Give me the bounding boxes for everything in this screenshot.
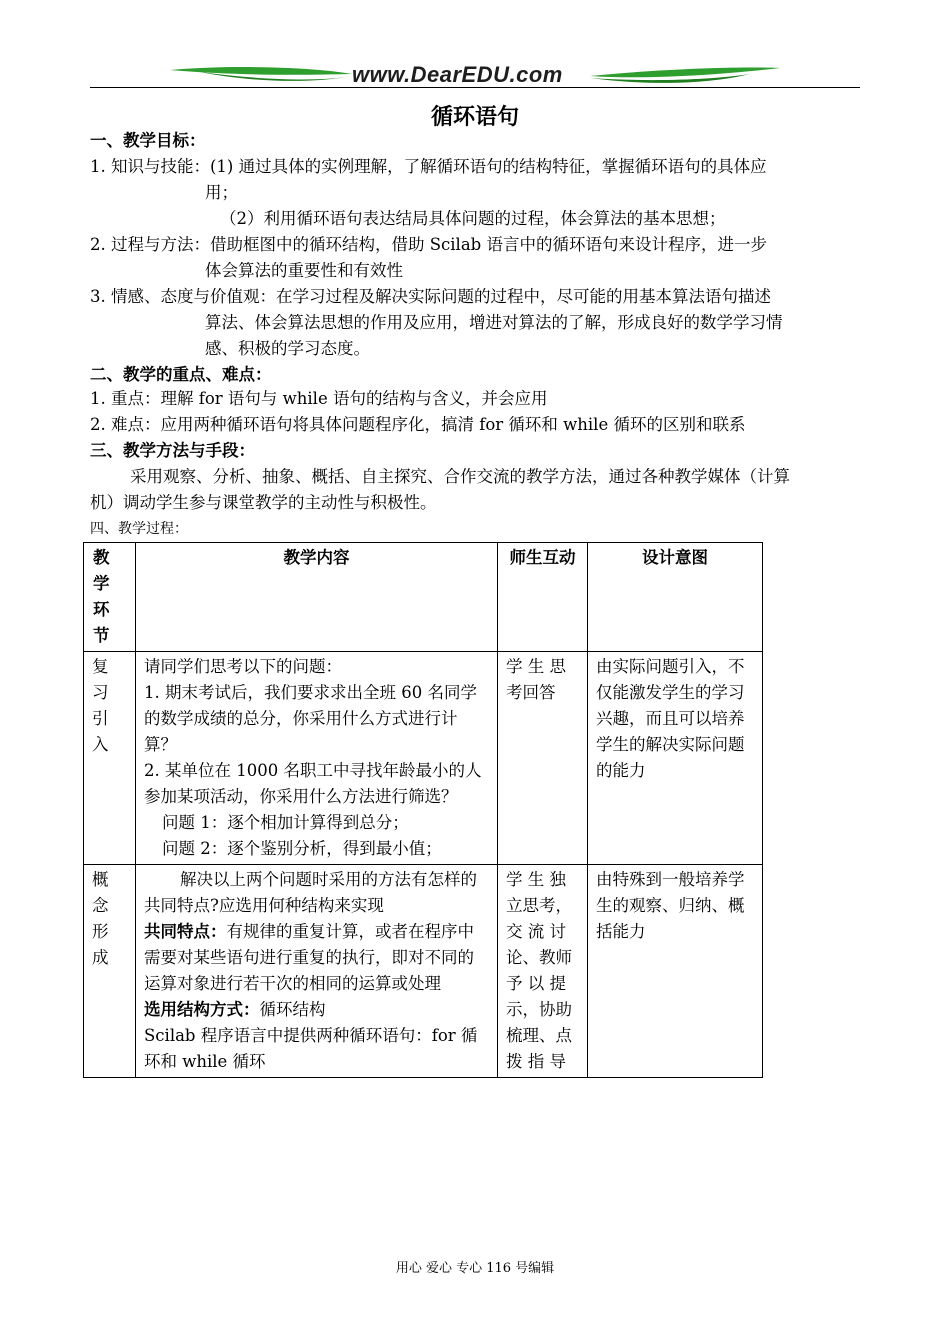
key-point: 1. 重点：理解 for 语句与 while 语句的结构与含义，并会应用 xyxy=(90,389,548,408)
table-row xyxy=(84,652,763,865)
content-line: 问题 2：逐个鉴别分析，得到最小值； xyxy=(162,839,442,858)
goal-process: 2. 过程与方法：借助框图中的循环结构，借助 Scilab 语言中的循环语句来设计程序，进一步 xyxy=(90,235,767,254)
method-line-2: 机）调动学生参与课堂教学的主动性与积极性。 xyxy=(90,493,437,512)
content-line: 解决以上两个问题时采用的方法有怎样的共同特点?应选用何种结构来实现 xyxy=(144,870,477,915)
intent-review: 由实际问题引入，不仅能激发学生的学习兴趣，而且可以培养学生的解决实际问题的能力 xyxy=(588,652,763,865)
goal-attitude: 3. 情感、态度与价值观：在学习过程及解决实际问题的过程中，尽可能的用基本算法语句描述 xyxy=(90,287,771,306)
page-footer: 用心 爱心 专心 116 号编辑 xyxy=(395,1261,555,1276)
structure-text: 循环结构 xyxy=(259,1000,326,1019)
site-logo-text: www.DearEDU.com xyxy=(352,62,563,87)
intent-concept: 由特殊到一般培养学生的观察、归纳、概括能力 xyxy=(588,865,763,1078)
method-line-1: 采用观察、分析、抽象、概括、自主探究、合作交流的教学方法，通过各种教学媒体（计算 xyxy=(130,467,790,486)
content-review xyxy=(136,652,498,865)
content-line: 问题 1：逐个相加计算得到总分； xyxy=(162,813,409,832)
content-line: Scilab 程序语言中提供两种循环语句：for 循环和 while 循环 xyxy=(144,1026,478,1071)
stage-concept: 概念形成 xyxy=(84,865,136,1078)
table-row xyxy=(84,865,763,1078)
header-rule xyxy=(90,87,860,88)
header-intent: 设计意图 xyxy=(588,543,763,652)
goal-attitude-cont1: 算法、体会算法思想的作用及应用，增进对算法的了解，形成良好的数学学习情 xyxy=(205,313,783,332)
common-feature-text: 有规律的重复计算，或者在程序中需要对某些语句进行重复的执行，即对不同的运算对象进行若干次的相同的运算或处理 xyxy=(144,922,474,993)
content-line xyxy=(144,997,489,1023)
goal-attitude-cont2: 感、积极的学习态度。 xyxy=(205,339,370,358)
goal-knowledge-2: （2）利用循环语句表达结局具体问题的过程，体会算法的基本思想； xyxy=(220,209,726,228)
interaction-concept: 学 生 独 立思考，交 流 讨 论、教师予 以 提 示，协助梳理、点 拨 指 导 xyxy=(498,865,588,1078)
stage-review: 复习引入 xyxy=(84,652,136,865)
goal-knowledge: 1. 知识与技能：(1) 通过具体的实例理解，了解循环语句的结构特征，掌握循环语句的具体应 xyxy=(90,157,767,176)
header-stage: 教学环节 xyxy=(84,543,136,652)
interaction-review: 学 生 思 考回答 xyxy=(498,652,588,865)
page-title: 循环语句 xyxy=(430,105,519,130)
content-line xyxy=(144,919,489,997)
structure-label: 选用结构方式： xyxy=(144,1000,260,1019)
content-concept xyxy=(136,865,498,1078)
header-content: 教学内容 xyxy=(136,543,498,652)
common-feature-label: 共同特点： xyxy=(144,922,227,941)
content-line: 1. 期末考试后，我们要求求出全班 60 名同学的数学成绩的总分，你采用什么方式进行计算？ xyxy=(144,683,477,754)
section-1-heading: 一、教学目标： xyxy=(90,131,206,150)
goal-process-cont: 体会算法的重要性和有效性 xyxy=(205,261,403,280)
difficult-point: 2. 难点：应用两种循环语句将具体问题程序化，搞清 for 循环和 while 循环的区别和联系 xyxy=(90,415,746,434)
header-interaction: 师生互动 xyxy=(498,543,588,652)
teaching-process-table xyxy=(83,542,763,1078)
section-2-heading: 二、教学的重点、难点： xyxy=(90,365,272,384)
content-line: 请同学们思考以下的问题： xyxy=(144,657,342,676)
goal-knowledge-cont: 用； xyxy=(205,183,238,202)
content-line: 2. 某单位在 1000 名职工中寻找年龄最小的人参加某项活动，你采用什么方法进行筛选？ xyxy=(144,761,482,806)
section-3-heading: 三、教学方法与手段： xyxy=(90,441,255,460)
section-4-heading: 四、教学过程： xyxy=(90,521,188,537)
table-header-row xyxy=(84,543,763,652)
